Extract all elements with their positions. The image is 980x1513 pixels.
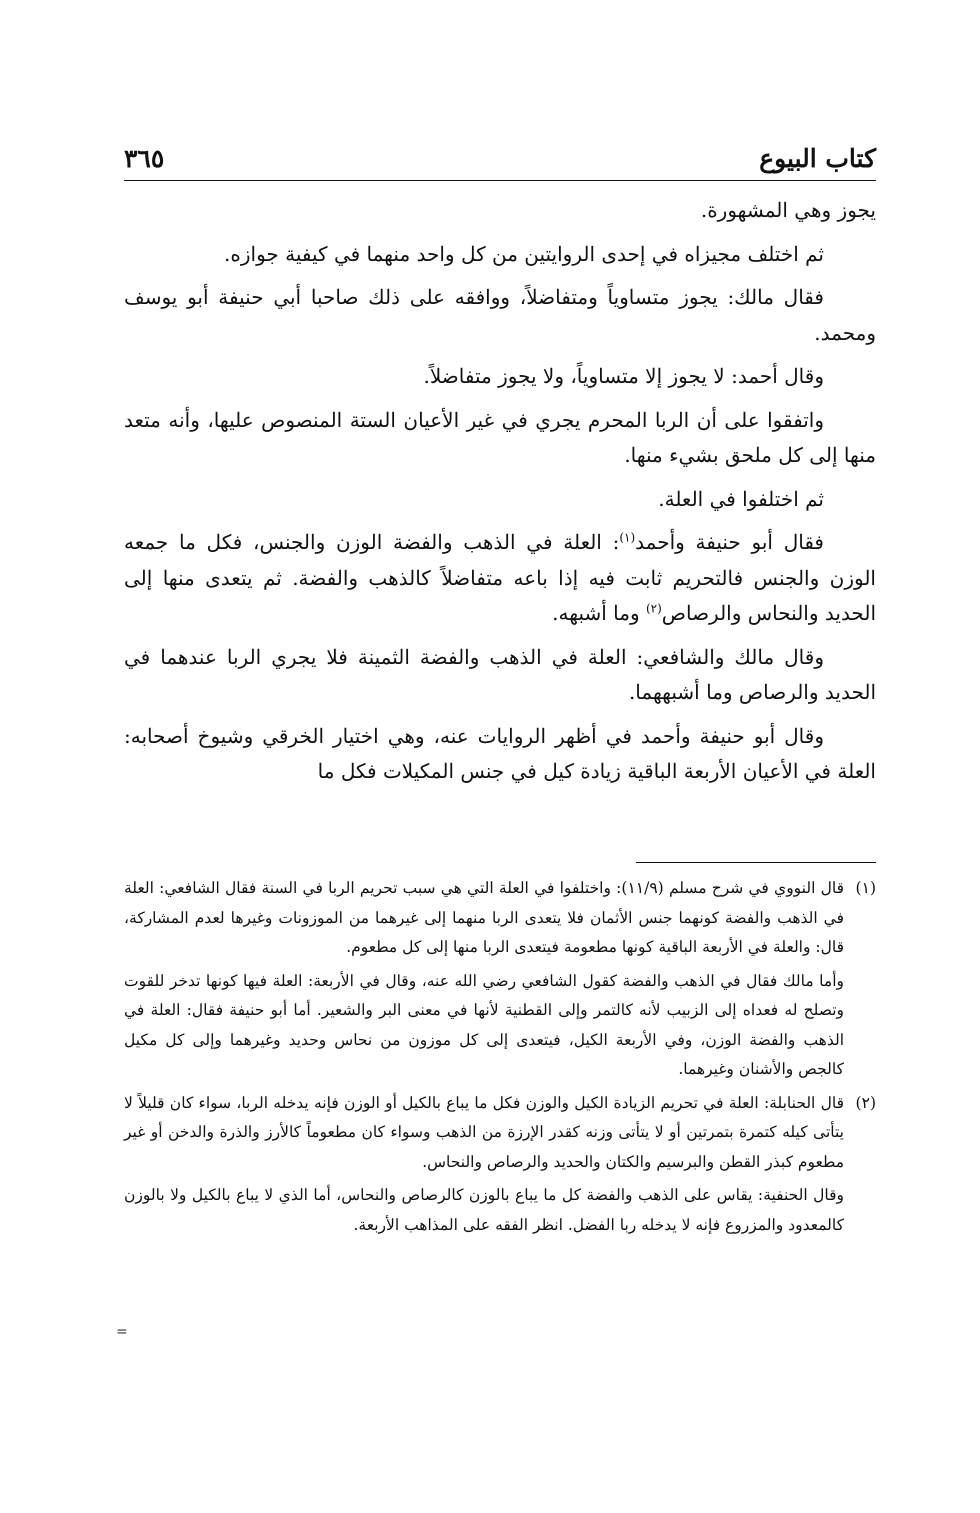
footnote-ref: (٢) — [645, 601, 662, 616]
paragraph: واتفقوا على أن الربا المحرم يجري في غير الأعيان الستة المنصوص عليها، وأنه متعد منها إلى كل ملحق بشيء منها. — [124, 407, 876, 467]
paragraph-text: وما أشبهه. — [552, 601, 646, 625]
footnote-text: قال الحنابلة: العلة في تحريم الزيادة الكيل والوزن فكل ما يباع بالكيل أو الوزن فإنه يدخله الربا، سواء كان قليلاً لا يتأتى كيله كتمرة بتمرتين أو لا يتأتى وزنه كقدر الإرزة من الذهب وسواء كان مطعوماً كالأرز والذرة والدخن أو غير مطعوم كبذر القطن والبرسيم والكتان والحديد والرصاص والنحاس. — [124, 1093, 844, 1171]
paragraph: وقال أحمد: لا يجوز إلا متساوياً، ولا يجوز متفاضلاً. — [423, 364, 824, 388]
main-text — [124, 193, 876, 798]
paragraph-text: فقال أبو حنيفة وأحمد — [635, 530, 824, 554]
footnote-2 — [124, 1089, 876, 1241]
footnote-1 — [124, 874, 876, 1085]
footnote-text: قال النووي في شرح مسلم (١١/٩): واختلفوا في العلة التي هي سبب تحريم الربا في السنة فقال الشافعي: العلة في الذهب والفضة كونهما جنس الأثمان فلا يتعدى الربا منهما إلى غيرهما من الموزونات وغيرها لعدم المشاركة، قال: والعلة في الأربعة الباقية كونها مطعومة فيتعدى الربا منها إلى كل مطعوم. — [124, 879, 845, 956]
footnotes — [124, 874, 876, 1244]
page-header — [124, 140, 876, 181]
page-number: ٣٦٥ — [124, 144, 165, 173]
footnote-ref: (١) — [619, 530, 636, 545]
footnote-text: وقال الحنفية: يقاس على الذهب والفضة كل ما يباع بالوزن كالرصاص والنحاس، أما الذي لا يباع بالكيل ولا بالوزن كالمعدود والمزروع فإنه لا يدخله ربا الفضل. انظر الفقه على المذاهب الأربعة. — [124, 1186, 844, 1234]
footnote-separator — [636, 862, 876, 863]
paragraph: وقال مالك والشافعي: العلة في الذهب والفضة الثمينة فلا يجري الربا عندهما في الحديد والرصاص وما أشبههما. — [124, 644, 876, 704]
paragraph: يجوز وهي المشهورة. — [700, 198, 876, 222]
footnote-text: وأما مالك فقال في الذهب والفضة كقول الشافعي رضي الله عنه، وقال في الأربعة: العلة فيها كونها تدخر للقوت وتصلح له فعداه إلى الزبيب لأنه كالتمر وإلى القطنية لأنها في معنى البر والشعير. أما أبو حنيفة فقال: العلة في الذهب والفضة الوزن، وفي الأربعة الكيل، فيتعدى إلى كل موزون من نحاس وحديد وغيرهما وإلى كل مكيل كالجص والأشنان وغيرهما. — [124, 971, 844, 1078]
footnote-number: (٢) — [855, 1093, 876, 1112]
paragraph — [124, 525, 876, 632]
paragraph: فقال مالك: يجوز متساوياً ومتفاضلاً، ووافقه على ذلك صاحبا أبي حنيفة أبو يوسف ومحمد. — [124, 285, 876, 345]
paragraph: ثم اختلف مجيزاه في إحدى الروايتين من كل واحد منهما في كيفية جوازه. — [224, 241, 824, 266]
paragraph-text: : العلة في الذهب والفضة الوزن والجنس، فكل ما جمعه الوزن والجنس فالتحريم ثابت فيه إذا باعه متفاضلاً كالذهب والفضة. ثم يتعدى منها إلى الحديد والنحاس والرصاص — [124, 530, 876, 625]
paragraph: ثم اختلفوا في العلة. — [658, 486, 824, 511]
paragraph: وقال أبو حنيفة وأحمد في أظهر الروايات عنه، وهي اختيار الخرقي وشيوخ أصحابه: العلة في الأعيان الأربعة الباقية زيادة كيل في جنس المكيلات فكل ما — [124, 723, 876, 783]
chapter-title: كتاب البيوع — [759, 144, 876, 173]
margin-mark: = — [116, 1324, 128, 1340]
footnote-number: (١) — [855, 879, 876, 897]
